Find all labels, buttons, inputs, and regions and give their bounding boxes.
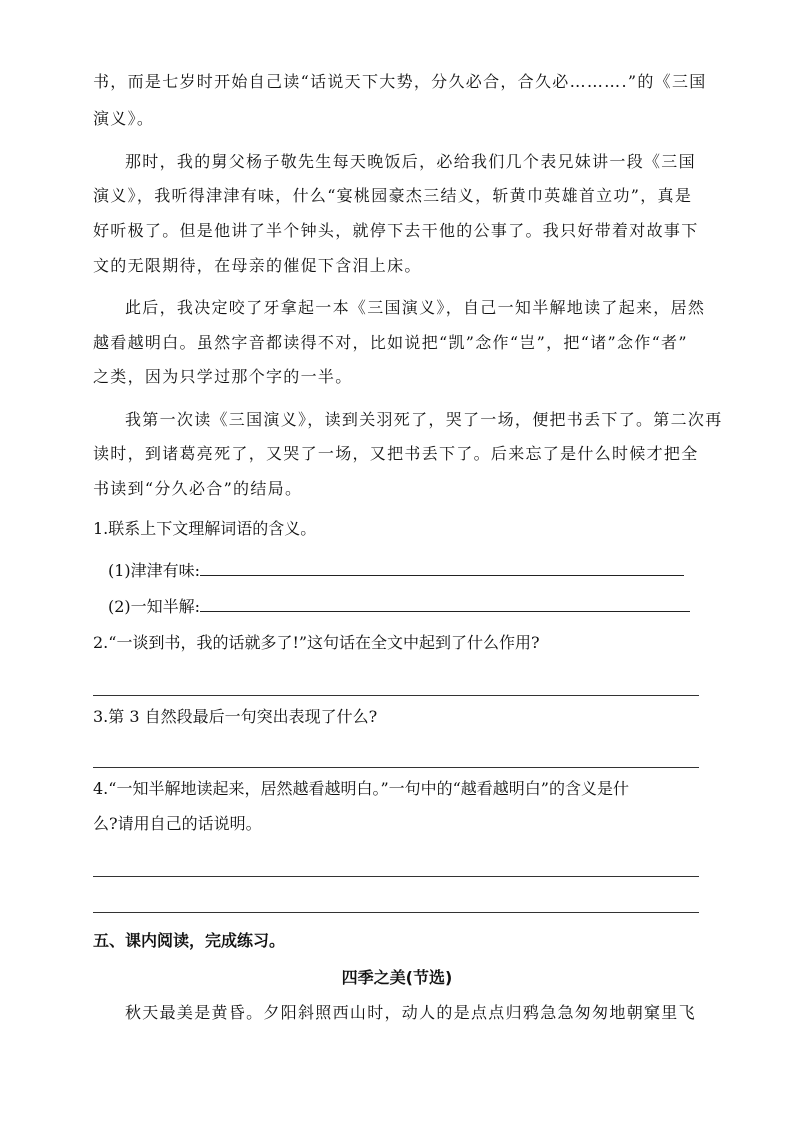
question-1: 1.联系上下文理解词语的含义。	[93, 519, 317, 538]
question-1a	[108, 559, 684, 581]
passage-line: 文的无限期待，在母亲的催促下含泪上床。	[93, 256, 422, 275]
question-1b	[108, 595, 690, 617]
passage-line: 那时，我的舅父杨子敬先生每天晚饭后，必给我们几个表兄妹讲一段《三国	[125, 152, 696, 171]
passage-line: 演义》。	[93, 109, 155, 128]
section-5-heading: 五、课内阅读，完成练习。	[93, 931, 286, 950]
question-4-line-1: 4.“一知半解地读起来，居然越看越明白。”一句中的“越看越明白”的含义是什	[93, 779, 629, 798]
question-1a-label: (1)津津有味:	[108, 561, 201, 580]
answer-line-4a[interactable]	[93, 876, 699, 877]
article-title: 四季之美(节选)	[341, 968, 453, 987]
answer-line-3[interactable]	[93, 767, 699, 768]
passage-line: 之类，因为只学过那个字的一半。	[93, 367, 353, 386]
answer-line-4b[interactable]	[93, 912, 699, 913]
answer-blank-1a[interactable]	[200, 559, 684, 576]
question-3: 3.第 3 自然段最后一句突出表现了什么?	[93, 707, 378, 726]
passage-line: 好听极了。但是他讲了半个钟头，就停下去干他的公事了。我只好带着对故事下	[93, 221, 699, 240]
passage-line: 读时，到诸葛亮死了，又哭了一场，又把书丢下了。后来忘了是什么时候才把全	[93, 444, 699, 463]
passage-line: 书，而是七岁时开始自己读“话说天下大势，分久必合，合久必……….”的《三国	[93, 72, 707, 91]
question-1b-label: (2)一知半解:	[108, 597, 201, 616]
passage-line: 书读到“分久必合”的结局。	[93, 479, 303, 498]
article-first-line: 秋天最美是黄昏。夕阳斜照西山时，动人的是点点归鸦急急匆匆地朝窠里飞	[125, 1003, 696, 1022]
answer-line-2[interactable]	[93, 695, 699, 696]
question-2: 2.“一谈到书，我的话就多了!”这句话在全文中起到了什么作用?	[93, 633, 540, 652]
answer-blank-1b[interactable]	[200, 595, 690, 612]
passage-line: 越看越明白。虽然字音都读得不对，比如说把“凯”念作“岂”，把“诸”念作“者”	[93, 333, 688, 352]
passage-line: 此后，我决定咬了牙拿起一本《三国演义》，自己一知半解地读了起来，居然	[125, 298, 706, 317]
passage-line: 演义》，我听得津津有味，什么“宴桃园豪杰三结义，斩黄巾英雄首立功”，真是	[93, 186, 693, 205]
passage-line: 我第一次读《三国演义》，读到关羽死了，哭了一场，便把书丢下了。第二次再	[125, 410, 723, 429]
question-4-line-2: 么?请用自己的话说明。	[93, 814, 262, 833]
